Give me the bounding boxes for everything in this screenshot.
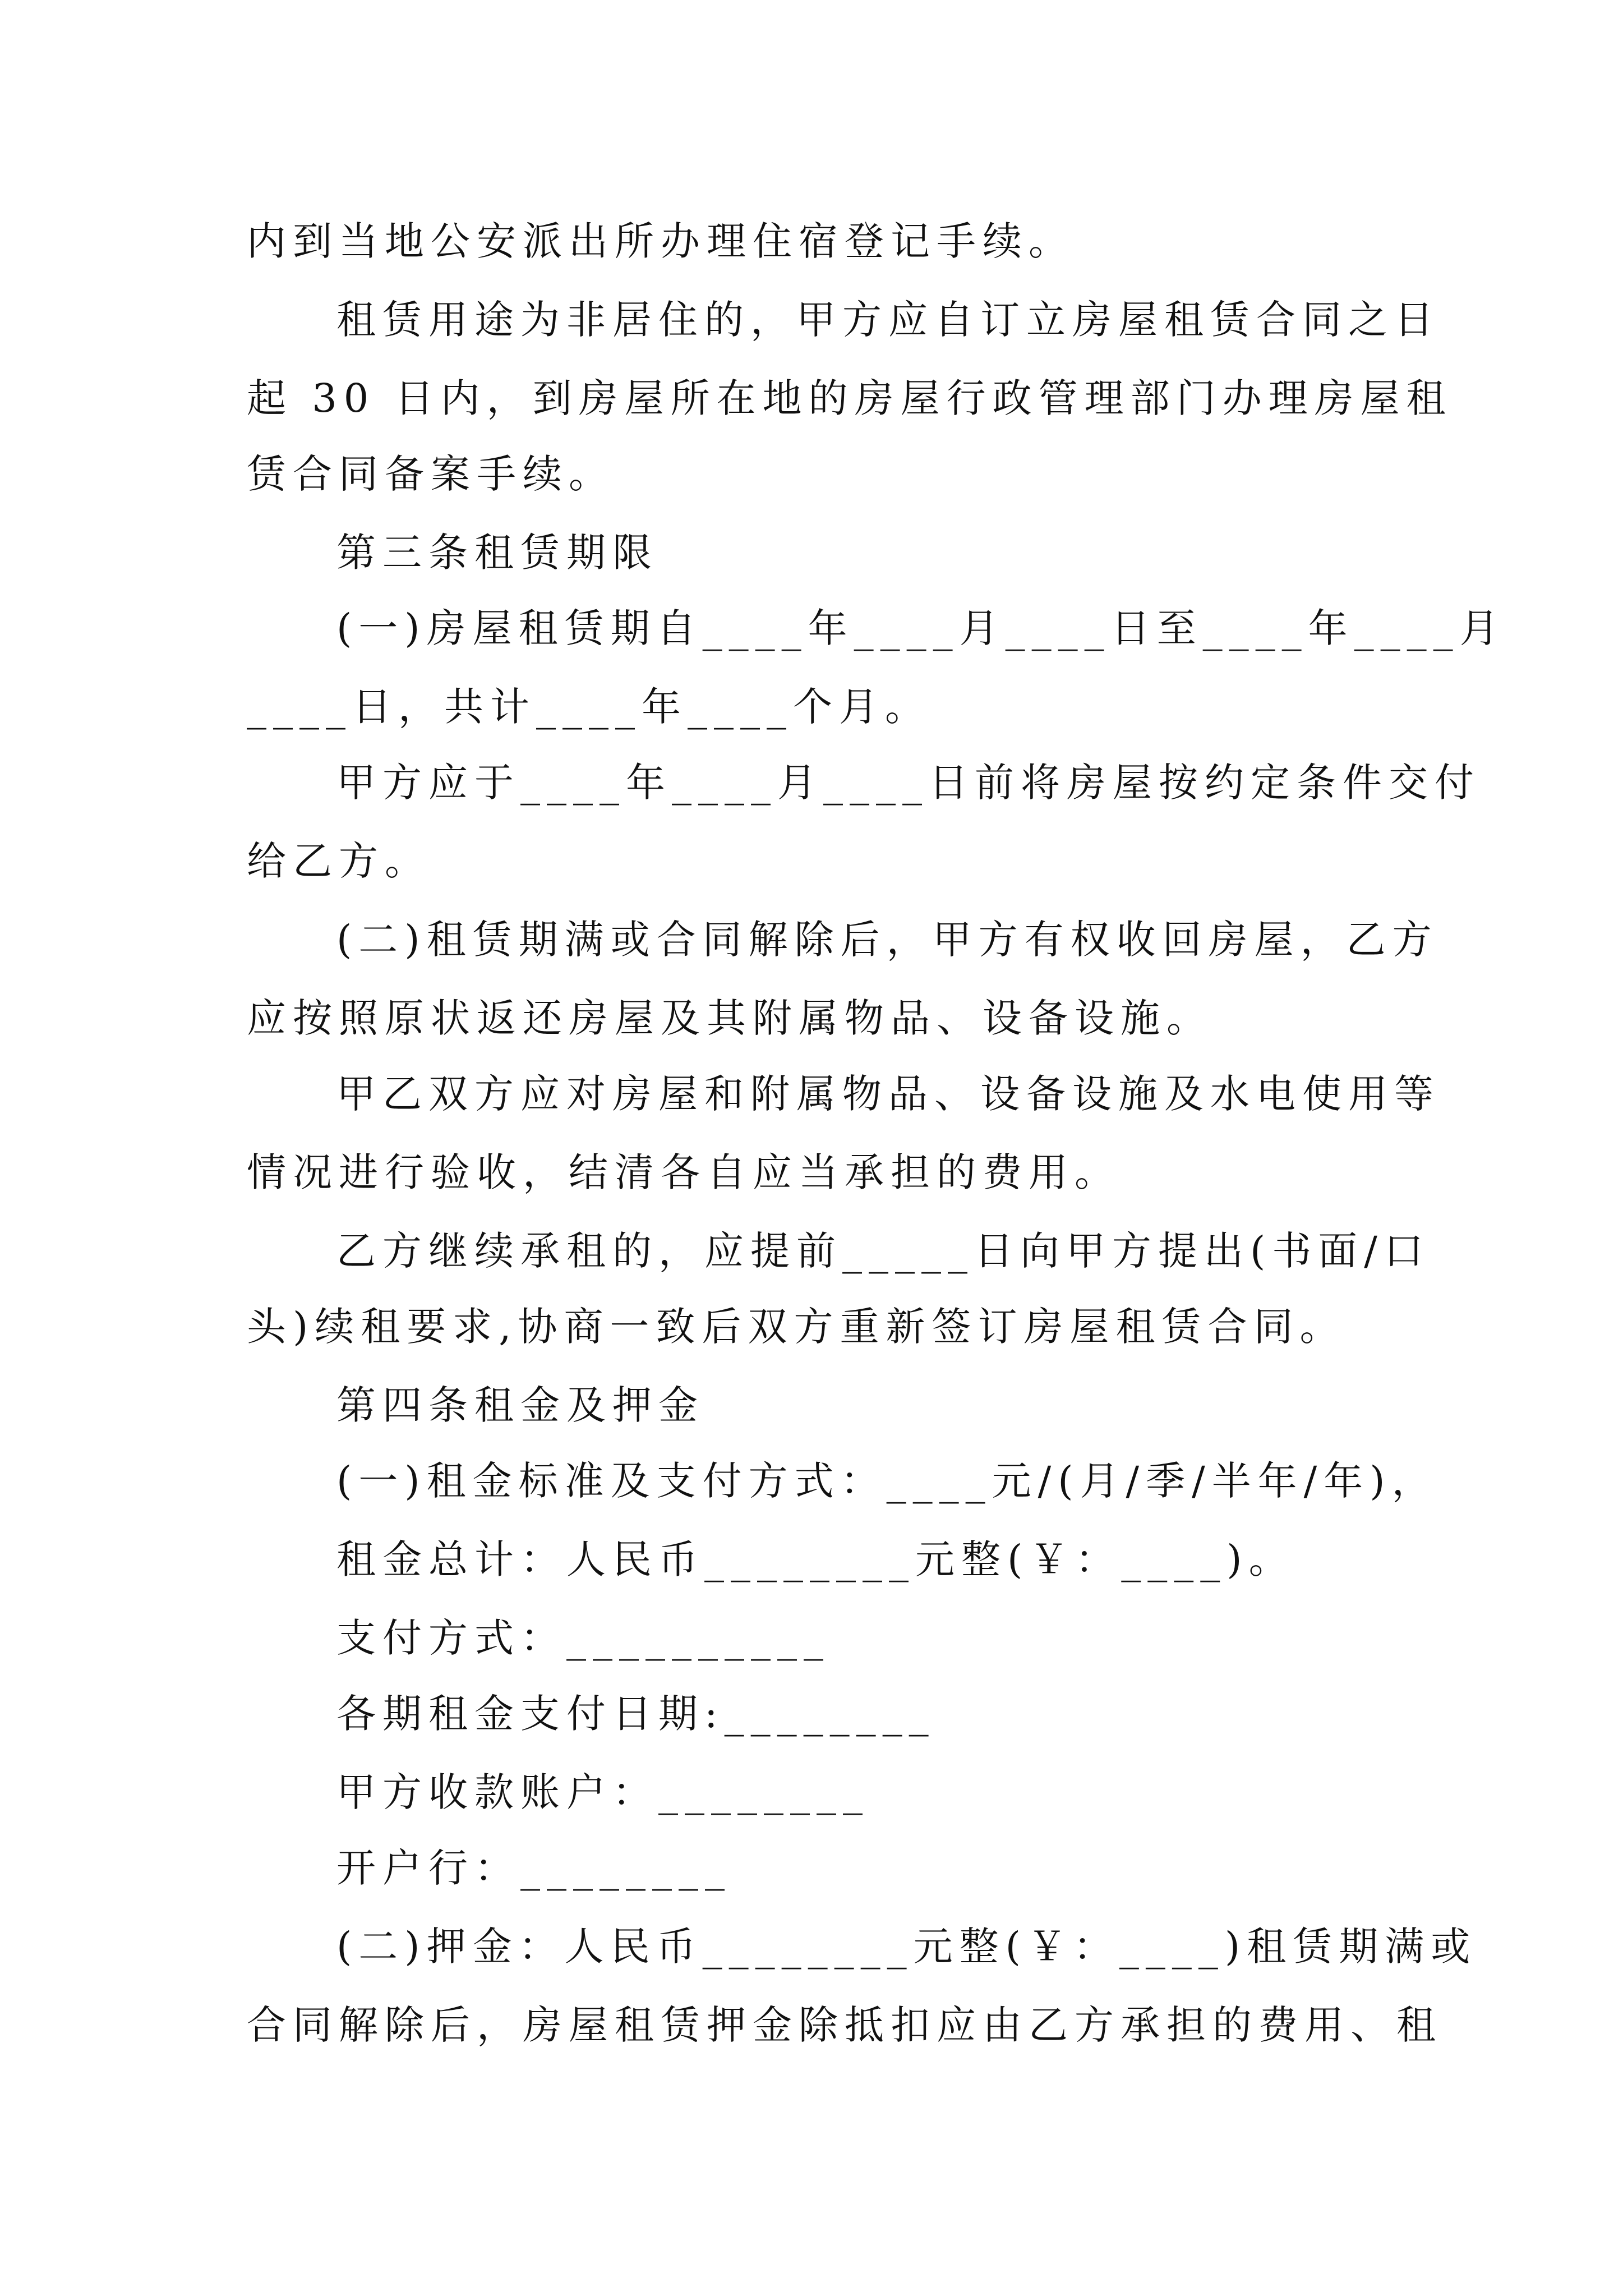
text-line: 支付方式：__________	[336, 1615, 830, 1661]
text-line: 租金总计：人民币________元整(￥：____)。	[336, 1536, 1295, 1582]
text-line: 甲乙双方应对房屋和附属物品、设备设施及水电使用等	[336, 1071, 1440, 1117]
text-line: 头)续租要求,协商一致后双方重新签订房屋租赁合同。	[247, 1304, 1346, 1350]
text-line: 租赁用途为非居住的，甲方应自订立房屋租赁合同之日	[336, 297, 1440, 343]
text-line: (二)租赁期满或合同解除后，甲方有权收回房屋，乙方	[336, 917, 1438, 963]
text-line: 赁合同备案手续。	[247, 451, 615, 497]
text-line: (一)租金标准及支付方式：____元/(月/季/半年/年)，	[336, 1458, 1438, 1504]
text-line: 各期租金支付日期:________	[336, 1691, 935, 1737]
section-heading: 第四条租金及押金	[336, 1382, 704, 1428]
text-line: 甲方收款账户：________	[336, 1769, 869, 1815]
text-line: (一)房屋租赁期自____年____月____日至____年____月	[336, 605, 1506, 651]
text-line: 开户行：________	[336, 1845, 731, 1891]
text-line: (二)押金：人民币________元整(￥：____)租赁期满或	[336, 1924, 1477, 1970]
section-heading: 第三条租赁期限	[336, 530, 658, 576]
text-line: ____日，共计____年____个月。	[247, 684, 931, 730]
text-line: 给乙方。	[247, 838, 431, 884]
text-line: 合同解除后，房屋租赁押金除抵扣应由乙方承担的费用、租	[247, 2002, 1442, 2048]
text-line: 乙方继续承租的，应提前_____日向甲方提出(书面/口	[336, 1228, 1430, 1274]
text-line: 应按照原状返还房屋及其附属物品、设备设施。	[247, 995, 1212, 1041]
text-line: 内到当地公安派出所办理住宿登记手续。	[247, 218, 1075, 264]
text-line: 甲方应于____年____月____日前将房屋按约定条件交付	[336, 760, 1481, 806]
text-line: 起 30 日内，到房屋所在地的房屋行政管理部门办理房屋租	[247, 375, 1453, 421]
text-line: 情况进行验收，结清各自应当承担的费用。	[247, 1149, 1121, 1195]
